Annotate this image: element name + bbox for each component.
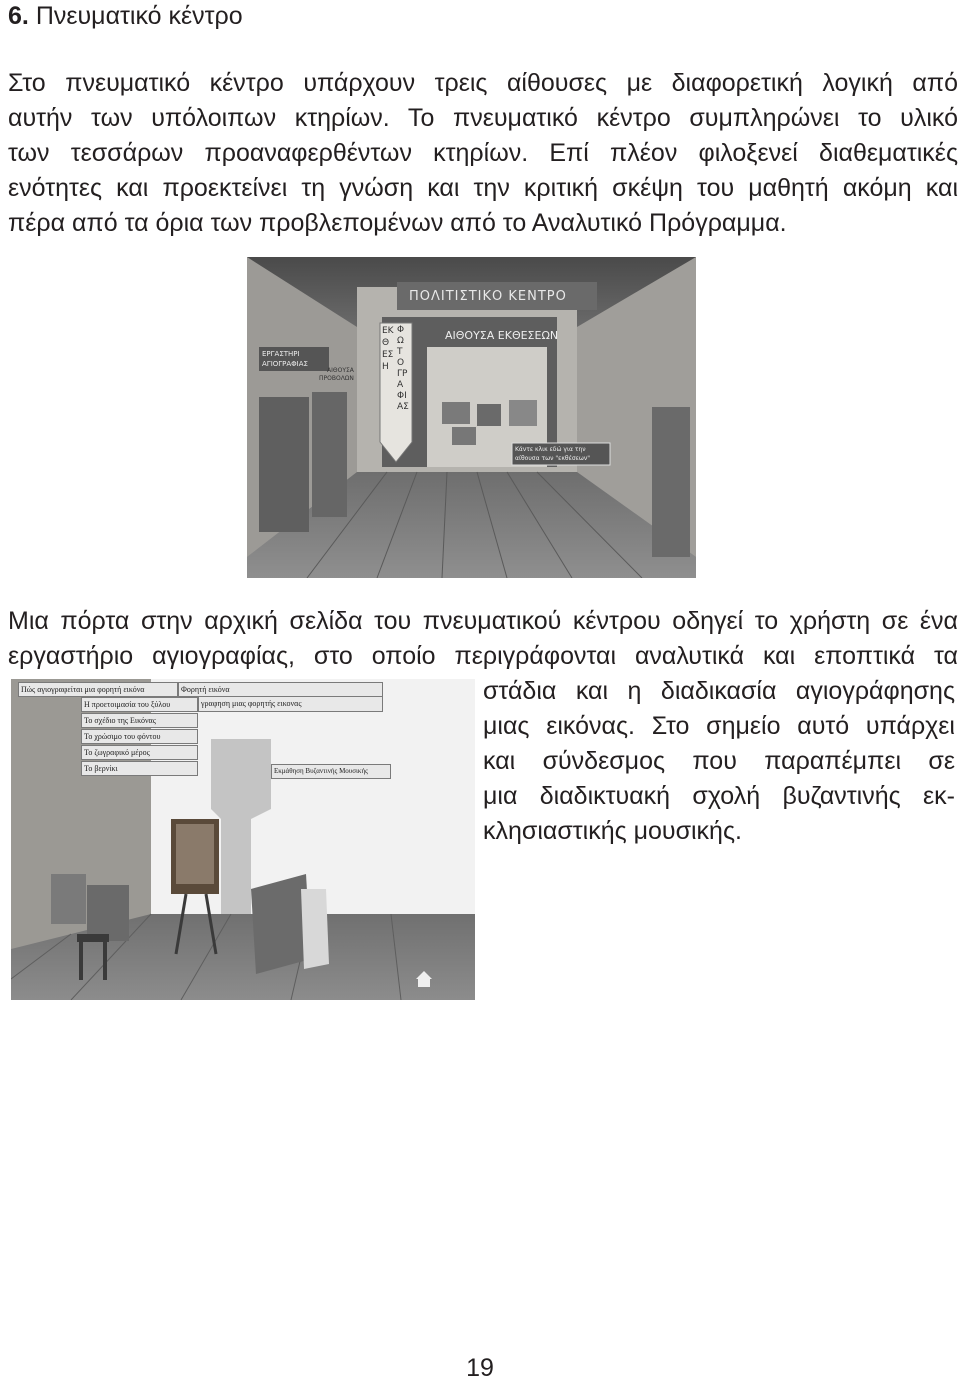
section-number: 6. — [8, 2, 29, 30]
workshop-sign-line1[interactable]: ΕΡΓΑΣΤΗΡΙ — [262, 350, 300, 358]
tooltip-line2[interactable]: αίθουσα των "εκθέσεων" — [515, 455, 590, 462]
intro-line: Στο πνευματικό κέντρο υπάρχουν τρεις αίθουσες με διαφορετική λογική από — [8, 69, 958, 97]
side-line: στάδια και η διαδικασία αγιογράφησης — [483, 677, 955, 705]
banner-left-text: ΕΚΘΕΣΗ — [382, 326, 394, 372]
byzantine-music-link[interactable]: Εκμάθηση Βυζαντινής Μουσικής — [271, 764, 391, 779]
intro-line: αυτήν των υπόλοιπων κτηρίων. Το πνευματικό κέντρο συμπληρώνει το υλικό — [8, 104, 958, 132]
menu-tab-description[interactable]: γραφηση μιας φορητής εικονας — [198, 697, 383, 712]
intro-line: ενότητες και προεκτείνει τη γνώση και την κριτική σκέψη του μαθητή ακόμη και — [8, 174, 958, 202]
corridor-screenshot — [247, 257, 696, 578]
workshop-line: Μια πόρτα στην αρχική σελίδα του πνευματικού κέντρου οδηγεί το χρήστη σε ένα — [8, 607, 958, 635]
menu-item-background[interactable]: Το χρώσιμο του φόντου — [81, 729, 198, 744]
banner-right-text: ΦΩΤΟΓΡΑΦΙΑΣ — [397, 325, 409, 412]
page-number: 19 — [466, 1354, 494, 1382]
menu-tab-portable[interactable]: Φορητή εικόνα — [178, 682, 383, 697]
intro-line: πέρα από τα όρια των προβλεπομένων από το Αναλυτικό Πρόγραμμα. — [8, 209, 787, 237]
section-title: Πνευματικό κέντρο — [35, 2, 243, 30]
menu-title[interactable]: Πώς αγιογραφείται μια φορητή εικόνα — [18, 682, 178, 697]
corridor-scene — [247, 257, 696, 578]
workshop-line: εργαστήριο αγιογραφίας, στο οποίο περιγράφονται αναλυτικά και εποπτικά τα — [8, 642, 958, 670]
hall-sign: ΑΙΘΟΥΣΑ ΕΚΘΕΣΕΩΝ — [445, 329, 559, 342]
menu-item-painting[interactable]: Το ζωγραφικό μέρος — [81, 745, 198, 760]
workshop-side-paragraph — [483, 674, 955, 849]
section-heading — [8, 2, 243, 31]
intro-paragraph — [8, 66, 958, 241]
projection-sign-line2[interactable]: ΠΡΟΒΟΛΩΝ — [319, 375, 354, 382]
intro-line: των τεσσάρων προαναφερθέντων κτηρίων. Επί πλέον φιλοξενεί διαθεματικές — [8, 139, 958, 167]
side-line: και σύνδεσμος που παραπέμπει σε — [483, 747, 955, 775]
menu-item-sketch[interactable]: Το σχέδιο της Εικόνας — [81, 713, 198, 728]
menu-item-wood[interactable]: Η προετοιμασία του ξύλου — [81, 697, 198, 712]
main-sign: ΠΟΛΙΤΙΣΤΙΚΟ ΚΕΝΤΡΟ — [409, 289, 567, 304]
projection-sign-line1[interactable]: ΑΙΘΟΥΣΑ — [327, 367, 354, 374]
menu-item-varnish[interactable]: Το βερνίκι — [81, 761, 198, 776]
side-line: μιας εικόνας. Στο σημείο αυτό υπάρχει — [483, 712, 955, 740]
side-line: κλησιαστικής μουσικής. — [483, 817, 742, 845]
workshop-sign-line2[interactable]: ΑΓΙΟΓΡΑΦΙΑΣ — [262, 360, 308, 368]
tooltip-line1[interactable]: Κάντε κλικ εδώ για την — [515, 446, 586, 453]
workshop-screenshot — [11, 679, 475, 1000]
workshop-paragraph — [8, 604, 958, 674]
side-line: μια διαδικτυακή σχολή βυζαντινής εκ- — [483, 782, 955, 810]
